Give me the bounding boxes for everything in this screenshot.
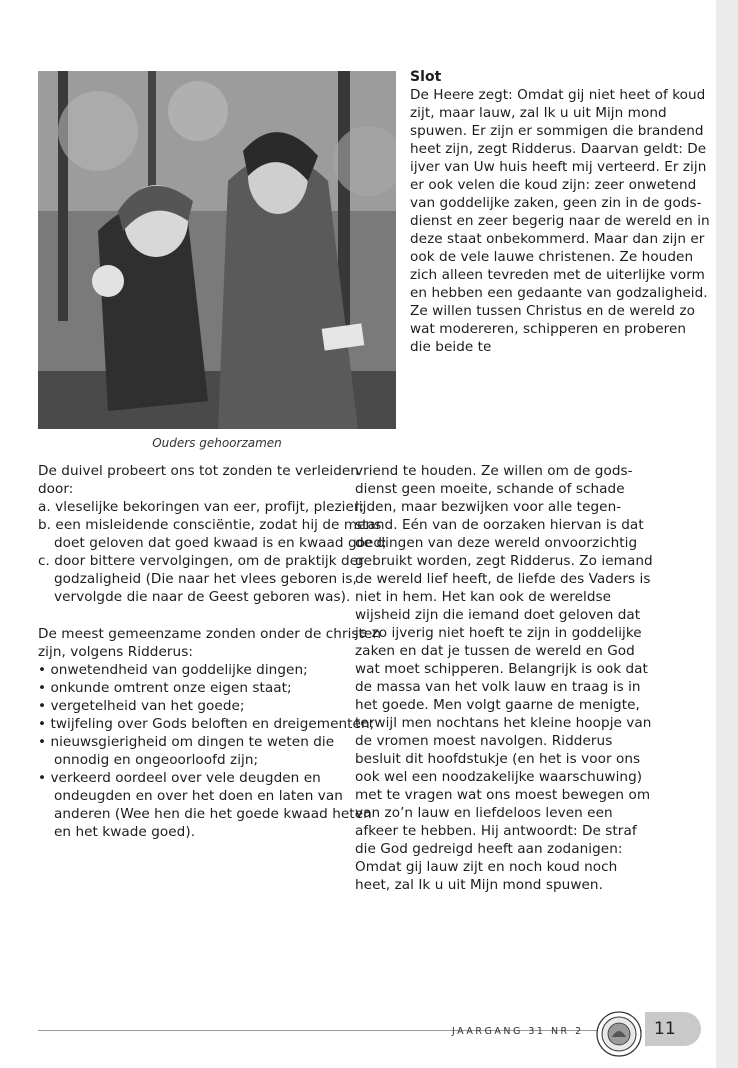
photo-caption: Ouders gehoorzamen (152, 436, 282, 450)
slot-paragraph-top: De Heere zegt: Omdat gij niet heet of koud zijt, maar lauw, zal Ik u uit Mijn mond spuwen. Er zijn er sommigen die brandend heet zijn, zegt Ridderus. Daarvan geldt: De ijver van Uw huis heeft mij verteerd. Er zijn er ook velen die koud zijn: zeer onwetend van goddelijke zaken, geen zin in de godsdienst en zeer begerig naar de wereld en in deze staat onbekommerd. Maar dan zijn er ook de vele lauwe christenen. Ze houden zich alleen tevreden met de uiterlijke vorm en hebben een gedaante van godzaligheid. Ze willen tussen Christus en de wereld zo wat modereren, schipperen en proberen die beide te (410, 87, 710, 355)
right-column-bottom (355, 462, 655, 894)
sins-intro-paragraph: De meest gemeenzame zonden onder de christen zijn, volgens Ridderus: (38, 626, 382, 660)
right-column-top (410, 68, 710, 356)
list-item: • nieuwsgierigheid om dingen te weten die onnodig en ongeoorloofd zijn; (38, 734, 335, 768)
page-edge (716, 0, 738, 1068)
list-item: c. door bittere vervolgingen, om de praktijk der godzaligheid (Die naar het vlees geboren is, vervolgde die naar de Geest geboren was). (38, 553, 364, 605)
left-column (38, 462, 388, 841)
photo-parent-child (38, 71, 396, 429)
journal-seal-icon (596, 1011, 642, 1057)
journal-issue: JAARGANG 31 NR 2 (452, 1026, 584, 1037)
list-item: b. een misleidende consciëntie, zodat hij de mens doet geloven dat goed kwaad is en kwaad goed; (38, 517, 387, 551)
list-item: • twijfeling over Gods beloften en dreigementen; (38, 716, 375, 732)
list-item: • onkunde omtrent onze eigen staat; (38, 680, 292, 696)
sins-list (38, 661, 388, 841)
temptation-list (38, 498, 388, 606)
list-item: a. vleselijke bekoringen van eer, profijt, plezier; (38, 499, 365, 515)
intro-paragraph: De duivel probeert ons tot zonden te verleiden door: (38, 463, 359, 497)
section-heading: Slot (410, 69, 442, 85)
page-number: 11 (645, 1012, 701, 1046)
list-item: • onwetendheid van goddelijke dingen; (38, 662, 308, 678)
slot-paragraph-bottom: vriend te houden. Ze willen om de godsdienst geen moeite, schande of schade lijden, maar bezwijken voor alle tegenstand. Eén van de oorzaken hiervan is dat de dingen van deze wereld onvoorzichtig gebruikt worden, zegt Ridderus. Zo iemand de wereld lief heeft, de liefde des Vaders is niet in hem. Het kan ook de wereldse wijsheid zijn die iemand doet geloven dat je zo ijverig niet hoeft te zijn in goddelijke zaken en dat je tussen de wereld en God wat moet schipperen. Belangrijk is ook dat de massa van het volk lauw en traag is in het goede. Men volgt gaarne de menigte, terwijl men nochtans het kleine hoopje van de vromen moest navolgen. Ridderus besluit dit hoofdstukje (en het is voor ons ook wel een noodzakelijke waarschuwing) met te vragen wat ons moest bewegen om van zo’n lauw en liefdeloos leven een afkeer te hebben. Hij antwoordt: De straf die God gedreigd heeft aan zodanigen: Omdat gij lauw zijt en noch koud noch heet, zal Ik u uit Mijn mond spuwen. (355, 463, 653, 893)
photo-illustration (38, 71, 396, 429)
list-item: • verkeerd oordeel over vele deugden en ondeugden en over het doen en laten van anderen (Wee hen die het goede kwaad heten en het kwade goed). (38, 770, 372, 840)
list-item: • vergetelheid van het goede; (38, 698, 245, 714)
